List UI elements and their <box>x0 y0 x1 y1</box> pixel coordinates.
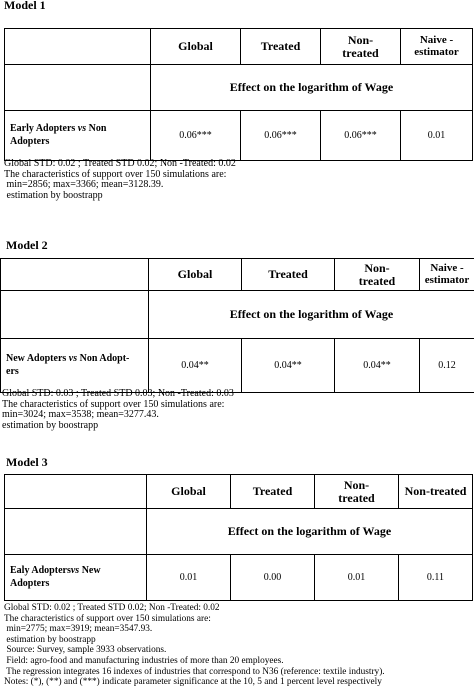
effect-row-empty-cell <box>5 65 151 111</box>
note-line: Field: agro-food and manufacturing industries of more than 20 employees. <box>4 655 284 666</box>
row-label: New Adopters vs Non Adopt- ers <box>1 339 149 393</box>
model-1-notes <box>4 159 236 201</box>
note-line: The regression integrates 16 indexes of industries that correspond to N36 (reference: textile industry). <box>4 666 385 677</box>
column-header-non-treated: Non- treated <box>315 475 399 509</box>
column-header-global: Global <box>151 29 241 65</box>
value-naive: 0.01 <box>401 111 473 161</box>
note-line: The characteristics of support over 150 simulations are: <box>4 168 227 180</box>
column-header-naive-estimator: Naive - estimator <box>401 29 473 65</box>
effect-label: Effect on the logarithm of Wage <box>147 509 473 555</box>
effect-row-empty-cell <box>1 291 149 339</box>
column-header-treated: Treated <box>231 475 315 509</box>
column-header-naive-estimator: Naive - estimator <box>420 259 474 291</box>
value-global: 0.06*** <box>151 111 241 161</box>
effect-label: Effect on the logarithm of Wage <box>149 291 474 339</box>
value-non-treated: 0.04** <box>335 339 420 393</box>
model-2-table <box>0 258 474 393</box>
header-empty-cell <box>5 475 147 509</box>
model-3-title: Model 3 <box>6 455 48 469</box>
value-non-treated: 0.01 <box>315 555 399 601</box>
note-line: estimation by boostrapp <box>4 189 103 201</box>
column-header-global: Global <box>147 475 231 509</box>
value-treated: 0.04** <box>242 339 335 393</box>
effect-row-empty-cell <box>5 509 147 555</box>
model-3-notes <box>4 603 385 688</box>
column-header-global: Global <box>149 259 242 291</box>
header-empty-cell <box>5 29 151 65</box>
note-line: estimation by boostrapp <box>4 634 96 645</box>
column-header-non-treated: Non- treated <box>321 29 401 65</box>
note-line: estimation by boostrapp <box>2 419 99 431</box>
model-1-title: Model 1 <box>4 0 46 12</box>
row-label: Ealy Adoptersvs New Adopters <box>5 555 147 601</box>
model-2-notes <box>2 389 234 431</box>
model-2-title: Model 2 <box>6 238 48 252</box>
value-global: 0.01 <box>147 555 231 601</box>
note-line: Global STD: 0.02 ; Treated STD 0.02; Non -Treated: 0.02 <box>4 603 220 613</box>
note-line: The characteristics of support over 150 simulations are: <box>4 613 211 624</box>
note-line: Global STD: 0.03 ; Treated STD 0.03; Non -Treated: 0.03 <box>2 388 234 399</box>
column-header-non-treated-2: Non-treated <box>399 475 473 509</box>
note-line: min=2856; max=3366; mean=3128.39. <box>4 179 164 191</box>
column-header-treated: Treated <box>241 29 321 65</box>
row-label: Early Adopters vs Non Adopters <box>5 111 151 161</box>
note-line: Source: Survey, sample 3933 observations. <box>4 645 167 656</box>
value-naive: 0.12 <box>420 339 474 393</box>
note-line: Notes: (*), (**) and (***) indicate parameter significance at the 10, 5 and 1 percent level respectively <box>4 677 382 688</box>
note-line: Global STD: 0.02 ; Treated STD 0.02; Non -Treated: 0.02 <box>4 158 236 169</box>
note-line: The characteristics of support over 150 simulations are: <box>2 398 225 410</box>
model-3-table <box>4 474 473 601</box>
effect-label: Effect on the logarithm of Wage <box>151 65 473 111</box>
note-line: min=2775; max=3919; mean=3547.93. <box>4 624 153 635</box>
value-global: 0.04** <box>149 339 242 393</box>
value-non-treated: 0.06*** <box>321 111 401 161</box>
value-treated: 0.00 <box>231 555 315 601</box>
column-header-non-treated: Non- treated <box>335 259 420 291</box>
header-empty-cell <box>1 259 149 291</box>
value-treated: 0.06*** <box>241 111 321 161</box>
model-1-table <box>4 28 473 161</box>
column-header-treated: Treated <box>242 259 335 291</box>
note-line: min=3024; max=3538; mean=3277.43. <box>2 409 159 421</box>
value-non-treated-2: 0.11 <box>399 555 473 601</box>
